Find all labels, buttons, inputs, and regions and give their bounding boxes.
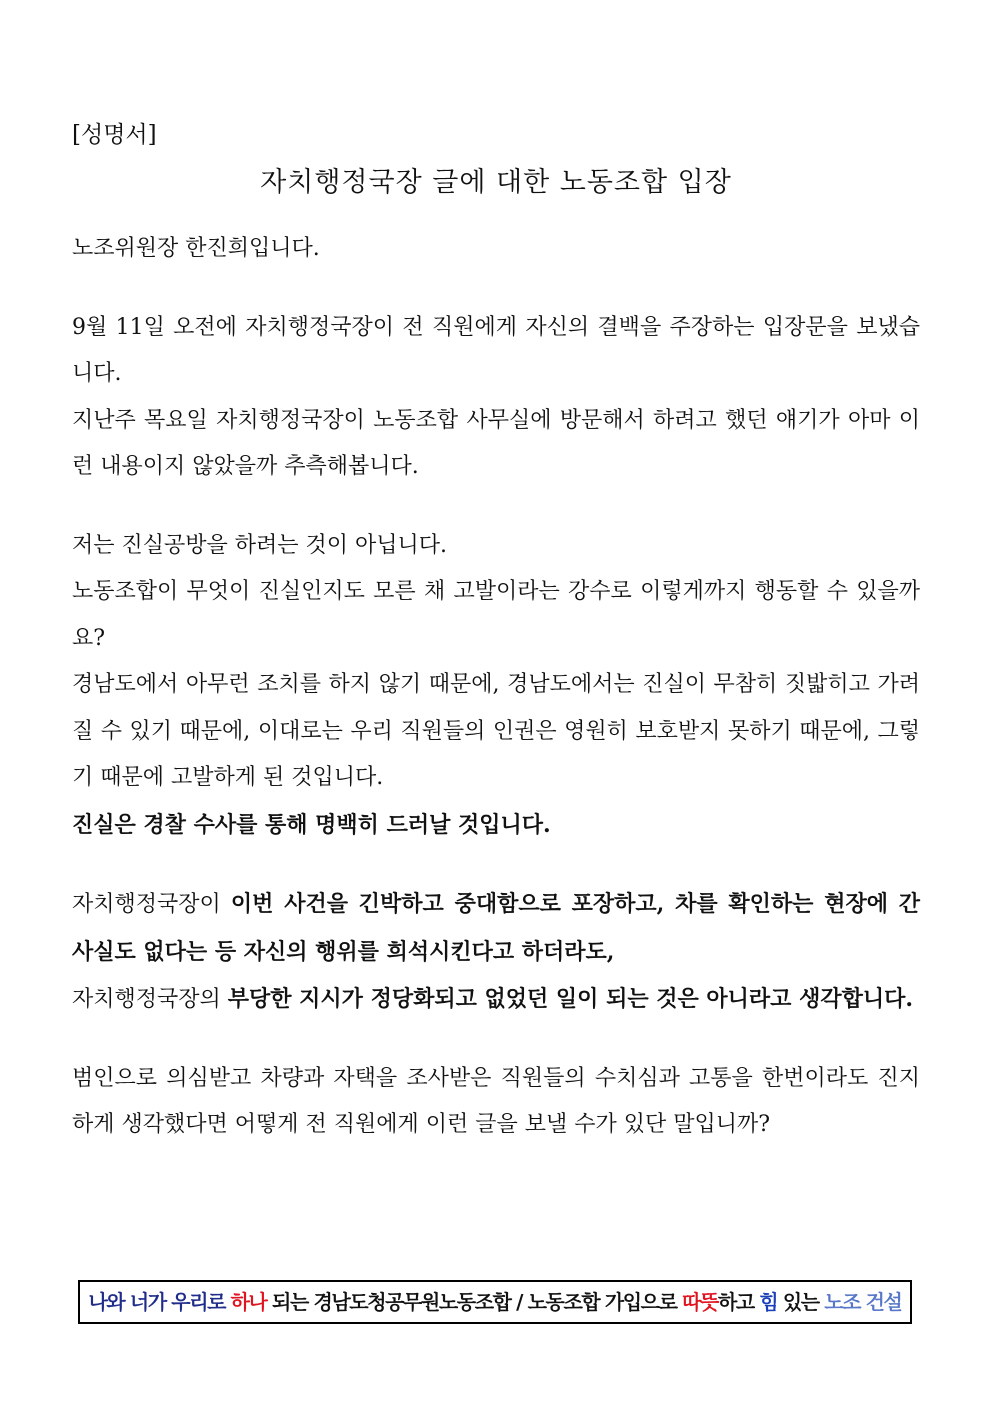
document-tag: [성명서]: [72, 122, 157, 148]
slogan-segment: 나와 너가 우리로: [88, 1290, 231, 1314]
emphasis-text: 이번 사건을 긴박하고 중대함으로 포장하고, 차를 확인하는 현장에 간 사실도 없다는 등 자신의 행위를 희석시킨다고 하더라도,: [72, 891, 920, 965]
greeting: 노조위원장 한진희입니다.: [72, 236, 320, 261]
footer-slogan-box: [78, 1280, 912, 1324]
plain-text: 자치행정국장이: [72, 892, 231, 917]
paragraph-3b: [72, 976, 920, 1024]
paragraph-2c: 경남도에서 아무런 조치를 하지 않기 때문에, 경남도에서는 진실이 무참히 짓밟히고 가려질 수 있기 때문에, 이대로는 우리 직원들의 인권은 영원히 보호받지 못하기 때문에, 그렇기 때문에 고발하게 된 것입니다.: [72, 672, 920, 790]
slogan-segment: 하나: [230, 1290, 267, 1314]
emphasis-text: 부당한 지시가 정당화되고 없었던 일이 되는 것은 아니라고 생각합니다.: [227, 986, 914, 1012]
document-title: 자치행정국장 글에 대한 노동조합 입장: [260, 167, 732, 198]
paragraph-1a: 9월 11일 오전에 자치행정국장이 전 직원에게 자신의 결백을 주장하는 입장문을 보냈습니다.: [72, 314, 920, 386]
slogan-segment: 하고: [717, 1290, 760, 1314]
slogan-segment: 따뜻: [682, 1290, 718, 1314]
document-body: [72, 226, 920, 1149]
slogan-segment: 힘: [759, 1290, 778, 1314]
slogan-segment: 있는: [777, 1290, 825, 1314]
paragraph-2a: 저는 진실공방을 하려는 것이 아닙니다.: [72, 532, 447, 558]
plain-text: 자치행정국장의: [72, 987, 228, 1012]
slogan-segment: 되는 경남도청공무원노동조합 / 노동조합 가입으로: [266, 1290, 683, 1314]
paragraph-3a: [72, 881, 920, 976]
paragraph-1b: 지난주 목요일 자치행정국장이 노동조합 사무실에 방문해서 하려고 했던 얘기가 아마 이런 내용이지 않았을까 추측해봅니다.: [72, 407, 920, 479]
paragraph-4: 범인으로 의심받고 차량과 자택을 조사받은 직원들의 수치심과 고통을 한번이라도 진지하게 생각했다면 어떻게 전 직원에게 이런 글을 보낼 수가 있단 말입니까?: [72, 1065, 920, 1137]
emphasis-text: 진실은 경찰 수사를 통해 명백히 드러날 것입니다.: [72, 811, 551, 838]
slogan-segment: 노조 건설: [824, 1290, 902, 1314]
paragraph-2d: [72, 802, 920, 850]
paragraph-2b: 노동조합이 무엇이 진실인지도 모른 채 고발이라는 강수로 이렇게까지 행동할 수 있을까요?: [72, 579, 920, 651]
